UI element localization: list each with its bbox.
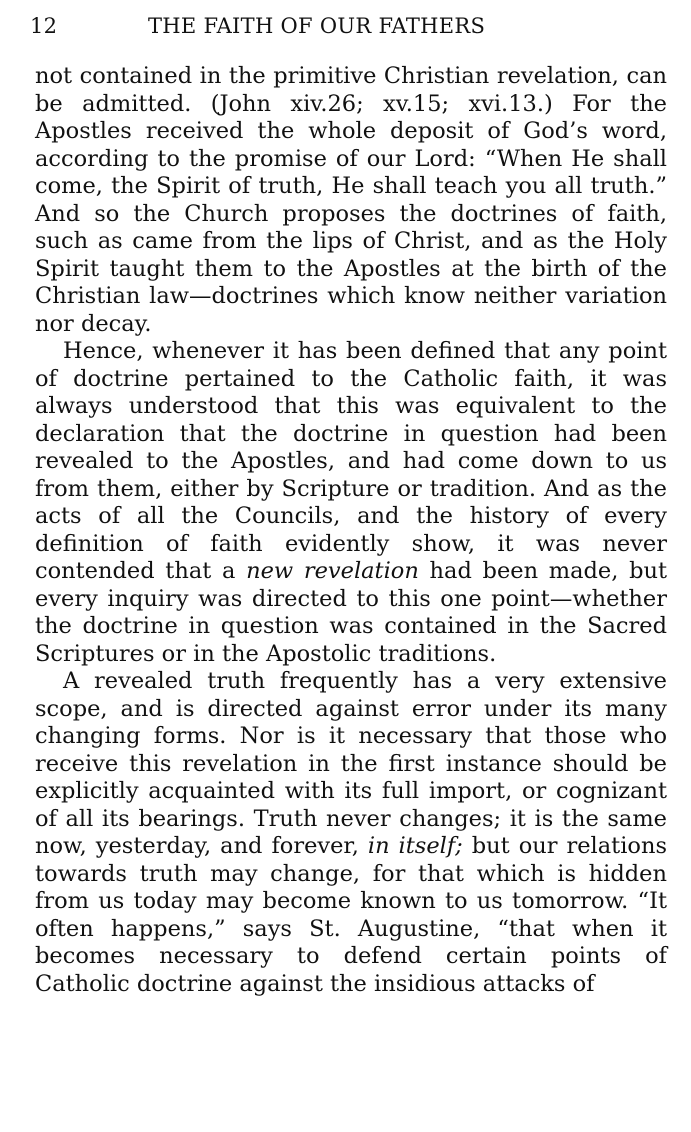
paragraph-3-after-emphasis: but our relations towards truth may change, for that which is hidden from us today may become known to us tomorrow. “It often happens,” says St. Augustine, “that when it becomes necessary to defend certain points of Catholic doctrine against the insidious attacks of <box>35 833 667 997</box>
paragraph-2 <box>35 338 667 668</box>
paragraph-3 <box>35 668 667 998</box>
paragraph-2-before-emphasis: Hence, whenever it has been defined that any point of doctrine pertained to the Catholic faith, it was always understood that this was equivalent to the declaration that the doctrine in question had been revealed to the Apostles, and had come down to us from them, either by Scripture or tradition. And as the acts of all the Councils, and the history of every definition of faith evidently show, it was never contended that a <box>35 338 667 584</box>
paragraph-3-emphasis: in itself; <box>367 833 463 859</box>
body-text <box>35 63 667 998</box>
paragraph-2-emphasis: new revelation <box>246 558 419 584</box>
paragraph-3-before-emphasis: A revealed truth frequently has a very extensive scope, and is directed against error under its many changing forms. Nor is it necessary that those who receive this revelation in the first instance should be explicitly acquainted with its full import, or cognizant of all its bearings. Truth never changes; it is the same now, yesterday, and forever, <box>35 668 667 859</box>
paragraph-2-after-emphasis: had been made, but every inquiry was directed to this one point—whether the doctrine in question was contained in the Sacred Scriptures or in the Apostolic traditions. <box>35 558 668 667</box>
running-head <box>30 12 670 40</box>
paragraph-1 <box>35 63 667 338</box>
running-title: THE FAITH OF OUR FATHERS <box>148 14 486 38</box>
paragraph-1-text: not contained in the primitive Christian revelation, can be admitted. (John xiv.26; xv.15; xvi.13.) For the Apostles received the whole deposit of God’s word, according to the promise of our Lord: “When He shall come, the Spirit of truth, He shall teach you all truth.” And so the Church proposes the doctrines of faith, such as came from the lips of Christ, and as the Holy Spirit taught them to the Apostles at the birth of the Christian law—doctrines which know neither variation nor decay. <box>35 63 667 337</box>
page-number: 12 <box>30 14 58 38</box>
